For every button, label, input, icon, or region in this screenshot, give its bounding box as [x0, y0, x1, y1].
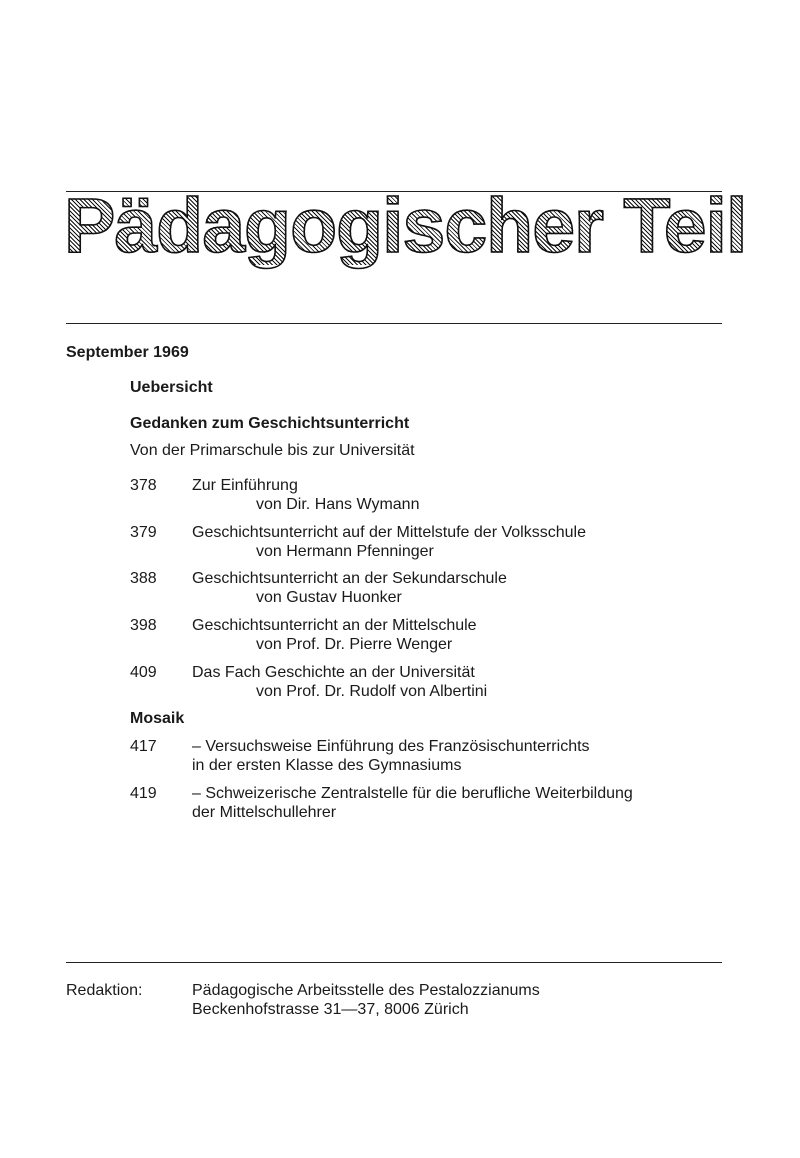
mosaik-page: 419: [130, 785, 157, 802]
entry-title: Zur Einführung: [192, 477, 298, 494]
section-title: Gedanken zum Geschichtsunterricht: [130, 415, 410, 432]
entry-page: 388: [130, 570, 157, 587]
entry-page: 409: [130, 664, 157, 681]
entry-author: von Prof. Dr. Pierre Wenger: [256, 636, 453, 653]
overview-heading: Uebersicht: [130, 379, 213, 396]
entry-author: von Gustav Huonker: [256, 589, 402, 606]
mosaik-line: in der ersten Klasse des Gymnasiums: [192, 757, 462, 774]
title-underline-rule: [66, 323, 722, 324]
mosaik-heading: Mosaik: [130, 710, 185, 727]
editorial-label: Redaktion:: [66, 982, 143, 999]
entry-title: Das Fach Geschichte an der Universität: [192, 664, 475, 681]
issue-date: September 1969: [66, 344, 189, 361]
entry-page: 379: [130, 524, 157, 541]
entry-author: von Prof. Dr. Rudolf von Albertini: [256, 683, 488, 700]
mosaik-line: – Versuchsweise Einführung des Französischunterrichts: [192, 738, 590, 755]
editorial-line: Pädagogische Arbeitsstelle des Pestalozzianums: [192, 982, 540, 999]
editorial-line: Beckenhofstrasse 31—37, 8006 Zürich: [192, 1001, 469, 1018]
entry-title: Geschichtsunterricht an der Sekundarschule: [192, 570, 507, 587]
entry-page: 378: [130, 477, 157, 494]
entry-author: von Dir. Hans Wymann: [256, 496, 420, 513]
entry-page: 398: [130, 617, 157, 634]
mosaik-line: der Mittelschullehrer: [192, 804, 337, 821]
mosaik-page: 417: [130, 738, 157, 755]
footer-rule: [66, 962, 722, 963]
entry-author: von Hermann Pfenninger: [256, 543, 434, 560]
section-subtitle: Von der Primarschule bis zur Universität: [130, 442, 415, 459]
page-title: Pädagogischer Teil: [64, 183, 747, 269]
entry-title: Geschichtsunterricht auf der Mittelstufe der Volksschule: [192, 524, 586, 541]
mosaik-line: – Schweizerische Zentralstelle für die berufliche Weiterbildung: [192, 785, 633, 802]
entry-title: Geschichtsunterricht an der Mittelschule: [192, 617, 477, 634]
